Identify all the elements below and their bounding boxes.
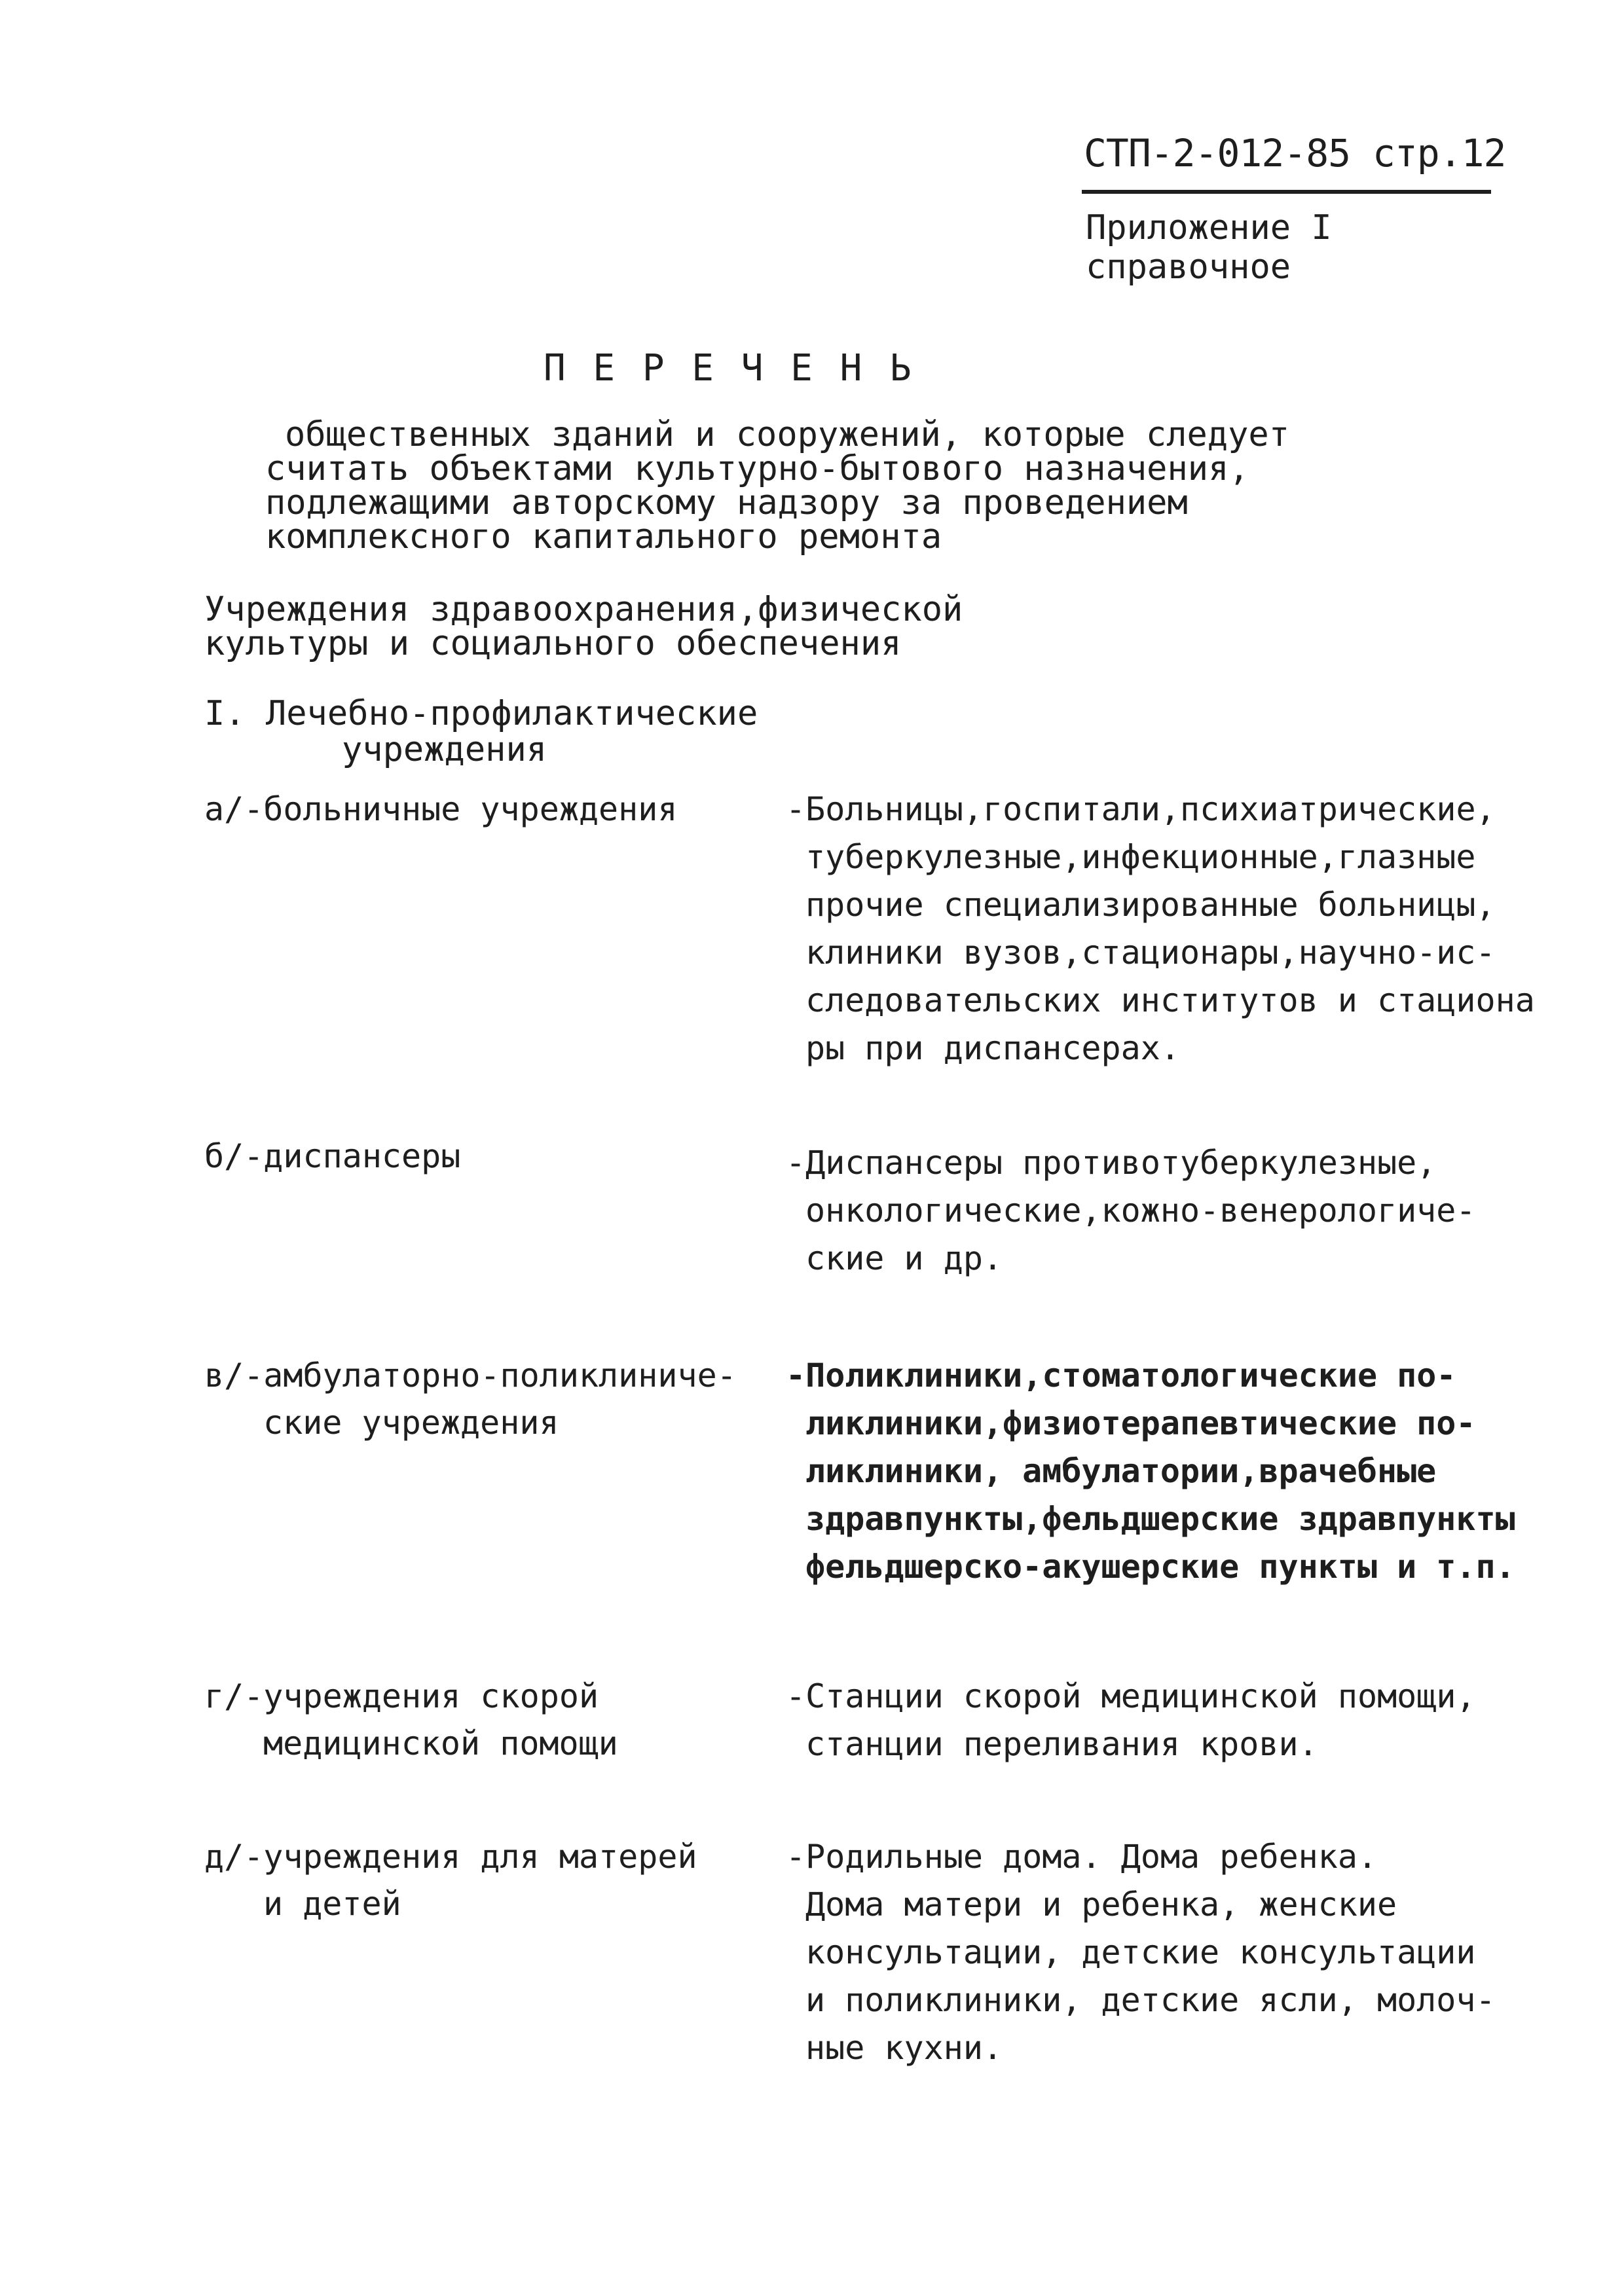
category-description-line: ные кухни. — [805, 2029, 1003, 2067]
category-description-line: ские и др. — [805, 1239, 1003, 1277]
document-code: СТП-2-012-85 стр.12 — [1084, 131, 1506, 175]
section-heading-line: Учреждения здравоохранения,физической — [204, 590, 963, 629]
category-description-line: туберкулезные,инфекционные,глазные — [805, 838, 1476, 876]
category-label-line: медицинской помощи — [263, 1724, 618, 1762]
category-description-line: Дома матери и ребенка, женские — [805, 1886, 1397, 1923]
category-description-line: -Станции скорой медицинской помощи, — [786, 1677, 1476, 1715]
subsection-heading — [204, 696, 758, 768]
category-description — [786, 1673, 1476, 1768]
category-description-line: и поликлиники, детские ясли, молоч- — [805, 1981, 1496, 2019]
category-label — [204, 1133, 460, 1180]
category-description-line: фельдшерско-акушерские пункты и т.п. — [805, 1548, 1515, 1586]
category-description-line: -Диспансеры противотуберкулезные, — [786, 1144, 1437, 1182]
subsection-heading-line: I. Лечебно-профилактические — [204, 694, 758, 733]
category-description-line: консультации, детские консультации — [805, 1933, 1476, 1971]
category-description-line: прочие специализированные больницы, — [805, 886, 1496, 924]
category-label-line: в/-амбулаторно-поликлиниче- — [204, 1357, 737, 1394]
category-label-line: ские учреждения — [263, 1404, 559, 1442]
document-subtitle — [265, 415, 1290, 556]
subtitle-line: общественных зданий и сооружений, которые следует — [285, 415, 1290, 454]
subtitle-line: подлежащими авторскому надзору за проведением — [265, 483, 1188, 522]
appendix-label — [1086, 208, 1332, 287]
section-heading-line: культуры и социального обеспечения — [204, 624, 902, 663]
category-description — [786, 786, 1535, 1072]
category-description — [786, 1352, 1515, 1591]
category-description-line: онкологические,кожно-венерологиче- — [805, 1192, 1476, 1230]
section-heading — [204, 592, 963, 661]
category-description-line: клиники вузов,стационары,научно-ис- — [805, 934, 1496, 972]
category-label-line: а/-больничные учреждения — [204, 790, 678, 828]
subtitle-line: комплексного капитального ремонта — [265, 517, 942, 556]
header-underline — [1082, 190, 1491, 194]
subtitle-line: считать объектами культурно-бытового назначения, — [265, 449, 1249, 488]
category-description-line: следовательских институтов и стациона — [805, 981, 1535, 1019]
category-description-line: -Больницы,госпитали,психиатрические, — [786, 790, 1496, 828]
category-label-line: б/-диспансеры — [204, 1137, 461, 1175]
category-description — [786, 1139, 1476, 1283]
category-description-line: станции переливания крови. — [805, 1725, 1318, 1763]
category-description-line: здравпункты,фельдшерские здравпункты — [805, 1500, 1515, 1538]
category-label — [204, 1352, 737, 1446]
category-description-line: ры при диспансерах. — [805, 1029, 1180, 1067]
category-label — [204, 1833, 697, 1927]
category-label — [204, 786, 677, 833]
category-label-line: д/-учреждения для матерей — [204, 1838, 697, 1876]
appendix-line: справочное — [1086, 247, 1291, 287]
category-description-line: -Родильные дома. Дома ребенка. — [786, 1838, 1378, 1876]
category-label-line: и детей — [263, 1885, 401, 1923]
document-title: П Е Р Е Ч Е Н Ь — [544, 347, 914, 390]
category-description-line: -Поликлиники,стоматологические по- — [786, 1357, 1456, 1394]
category-description-line: ликлиники, амбулатории,врачебные — [805, 1452, 1437, 1490]
category-label-line: г/-учреждения скорой — [204, 1677, 599, 1715]
category-label — [204, 1673, 618, 1767]
category-description — [786, 1833, 1496, 2072]
subsection-heading-line: учреждения — [342, 730, 547, 769]
category-description-line: ликлиники,физиотерапевтические по- — [805, 1404, 1476, 1442]
appendix-line: Приложение I — [1086, 208, 1332, 247]
